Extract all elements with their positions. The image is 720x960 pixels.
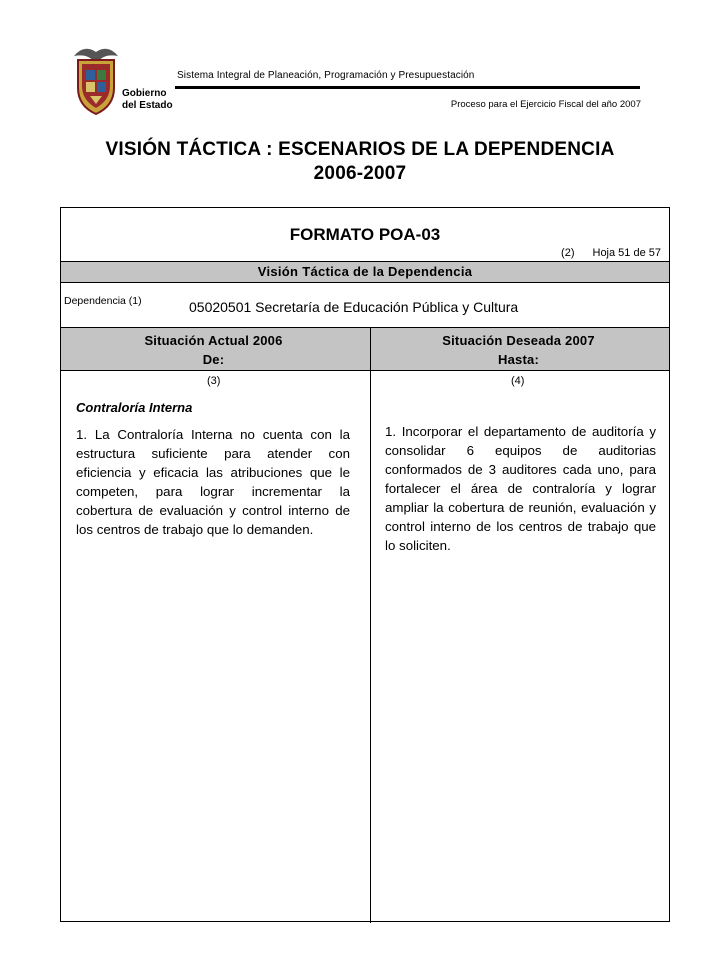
government-label <box>122 88 173 112</box>
sheet-count: Hoja 51 de 57 <box>592 247 661 259</box>
unit-subheading: Contraloría Interna <box>76 400 193 415</box>
desired-heading: Situación Deseada 2007 <box>442 333 595 348</box>
title-line1: VISIÓN TÁCTICA : ESCENARIOS DE LA DEPENDENCIA <box>105 139 615 160</box>
left-column-ref: (3) <box>207 375 221 387</box>
fiscal-process: Proceso para el Ejercicio Fiscal del año 2007 <box>450 99 641 110</box>
current-from: De: <box>202 352 225 367</box>
desired-situation-header <box>366 331 671 369</box>
page-title <box>0 138 720 186</box>
government-line2: del Estado <box>122 100 173 111</box>
current-situation-text: 1. La Contraloría Interna no cuenta con la estructura suficiente para atender con eficiencia y eficacia las atribuciones que le competen, para lograr incrementar la cobertura de evaluación y control interno de los centros de trabajo que lo demanden. <box>76 427 350 537</box>
government-line1: Gobierno <box>122 88 167 99</box>
dependency-label: Dependencia (1) <box>64 295 142 307</box>
section-header: Visión Táctica de la Dependencia <box>61 261 669 283</box>
desired-to: Hasta: <box>498 352 539 367</box>
current-heading: Situación Actual 2006 <box>144 333 283 348</box>
sheet-number <box>561 247 661 259</box>
header-rule <box>175 86 640 89</box>
form-title: FORMATO POA-03 <box>289 225 441 244</box>
sheet-ref: (2) <box>561 247 575 259</box>
column-divider <box>370 327 371 923</box>
state-seal-logo <box>72 42 120 118</box>
poa-form <box>60 207 670 922</box>
right-column-ref: (4) <box>511 375 525 387</box>
title-line2: 2006-2007 <box>313 163 407 184</box>
eagle-seal-icon <box>72 42 120 118</box>
desired-situation-text: 1. Incorporar el departamento de auditoría y consolidar 6 equipos de auditorias conformados de 3 auditores cada uno, para fortalecer el área de contraloría y lograr ampliar la cobertura de reunión, evaluación y control interno de los centros de trabajo que lo soliciten. <box>385 424 656 553</box>
system-name: Sistema Integral de Planeación, Programación y Presupuestación <box>177 70 475 81</box>
current-situation-header <box>61 331 366 369</box>
column-headers <box>61 327 669 371</box>
dependency-value: 05020501 Secretaría de Educación Pública y Cultura <box>189 299 519 315</box>
